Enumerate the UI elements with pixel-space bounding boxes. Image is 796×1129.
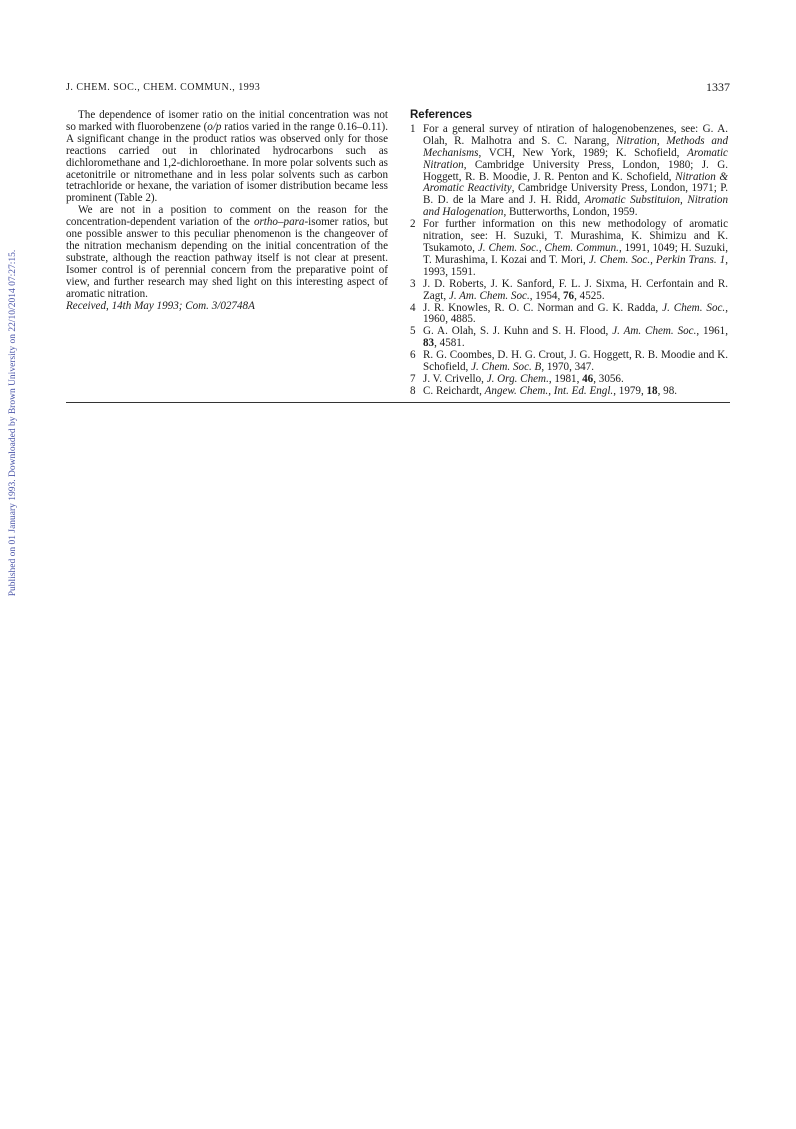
- text-run: , 1991, 1049; H. Suzuki, T. Murashima, I. Kozai and T. Mori,: [423, 241, 728, 266]
- reference-number: 7: [410, 372, 416, 385]
- references-column: [410, 110, 728, 398]
- text-run: The dependence of isomer ratio on the initial concentration was not so marked with fluorobenzene (: [66, 109, 388, 133]
- italic-run: Aromatic Substituion, Nitration and Halogenation: [423, 194, 729, 219]
- journal-name: J. CHEM. SOC., CHEM. COMMUN., 1993: [66, 82, 261, 93]
- text-run: , 4581.: [434, 337, 465, 350]
- end-rule: [66, 402, 730, 403]
- text-run: , Cambridge University Press, London, 1971; P. B. D. de la Mare and J. H. Ridd,: [423, 182, 728, 207]
- reference-number: 8: [410, 384, 416, 397]
- italic-run: o/p: [207, 120, 222, 133]
- text-run: -isomer ratios, but one possible answer to this peculiar phenomenon is the changeover of the nitration mechanism depending on the initial concentration of the substrate, although the reaction pathway itself is not clear at present. Isomer control is of perennial concern from the preparative point of view, and further research may shed light on this interesting aspect of aromatic nitration.: [66, 216, 388, 300]
- text-run: , 1970, 347.: [541, 361, 595, 374]
- italic-run: J. Chem. Soc., Chem. Commun.: [477, 241, 619, 254]
- reference-item: [410, 303, 728, 327]
- reference-number: 1: [410, 122, 416, 135]
- reference-item: [410, 326, 728, 350]
- text-run: , 1981,: [548, 372, 583, 385]
- volume-number: 18: [646, 384, 658, 397]
- reference-number: 2: [410, 218, 416, 231]
- text-run: For a general survey of ntiration of halogenobenzenes, see: G. A. Olah, R. Malhotra and S. C. Narang,: [423, 122, 728, 147]
- italic-run: Angew. Chem., Int. Ed. Engl.: [484, 384, 614, 397]
- reference-number: 3: [410, 277, 416, 290]
- volume-number: 76: [563, 289, 575, 302]
- text-run: J. V. Crivello,: [423, 372, 487, 385]
- italic-run: Nitration, Methods and Mechanisms: [423, 134, 728, 159]
- download-notice: [8, 155, 17, 691]
- italic-run: J. Am. Chem. Soc.: [612, 325, 697, 338]
- italic-run: J. Am. Chem. Soc.: [448, 289, 530, 302]
- volume-number: 83: [423, 337, 435, 350]
- reference-number: 6: [410, 349, 416, 362]
- text-run: , 1979,: [613, 384, 647, 397]
- text-run: , 1993, 1591.: [423, 253, 728, 278]
- text-run: G. A. Olah, S. J. Kuhn and S. H. Flood,: [423, 325, 613, 338]
- italic-run: J. Chem. Soc.: [662, 301, 726, 314]
- text-run: C. Reichardt,: [423, 384, 485, 397]
- download-notice-text: Published on 01 January 1993. Downloaded by Brown University on 22/10/2014 07:27:15.: [7, 249, 18, 597]
- text-run: , 4525.: [574, 289, 605, 302]
- volume-number: 46: [582, 372, 594, 385]
- text-run: We are not in a position to comment on the reason for the concentration-dependent variation of the: [66, 204, 388, 229]
- references-heading: References: [410, 109, 473, 121]
- text-run: , 1960, 4885.: [423, 301, 728, 326]
- text-run: R. G. Coombes, D. H. G. Crout, J. G. Hoggett, R. B. Moodie and K. Schofield,: [423, 349, 728, 374]
- running-header: [66, 82, 730, 96]
- text-run: For further information on this new methodology of aromatic nitration, see: H. Suzuki, T. Murashima, K. Shimizu and K. Tsukamoto,: [423, 218, 728, 254]
- reference-number: 5: [410, 325, 416, 338]
- reference-number: 4: [410, 301, 416, 314]
- paragraph-2: [66, 205, 388, 300]
- reference-item: [410, 386, 728, 398]
- text-run: , VCH, New York, 1989; K. Schofield,: [478, 146, 688, 159]
- text-run: , Butterworths, London, 1959.: [503, 206, 638, 219]
- italic-run: ortho–para: [253, 216, 305, 229]
- text-run: J. D. Roberts, J. K. Sanford, F. L. J. Sixma, H. Cerfontain and R. Zagt,: [423, 277, 728, 302]
- italic-run: Nitration & Aromatic Reactivity: [423, 170, 728, 195]
- paragraph-1: [66, 110, 388, 205]
- text-run: , 98.: [657, 384, 678, 397]
- text-run: , Cambridge University Press, London, 1980; J. G. Hoggett, R. B. Moodie, J. R. Penton and K. Schofield,: [423, 158, 728, 183]
- page-number: 1337: [706, 80, 730, 94]
- italic-run: J. Chem. Soc., Perkin Trans. 1: [588, 253, 726, 266]
- text-run: , 1954,: [529, 289, 563, 302]
- body-column: [66, 110, 388, 312]
- text-run: J. R. Knowles, R. O. C. Norman and G. K. Radda,: [423, 301, 663, 314]
- text-run: , 1961,: [696, 325, 728, 338]
- italic-run: Aromatic Nitration: [423, 146, 728, 171]
- reference-item: [410, 124, 728, 219]
- text-run: ratios varied in the range 0.16–0.11). A significant change in the product ratios was observed only for those reactions carried out in chlorinated hydrocarbons such as dichloromethane and 1,2-dichloroethane. In more polar solvents such as acetonitrile or nitromethane and in less polar solvents such as carbon tetrachloride or hexane, the variation of isomer distribution became less prominent (Table 2).: [66, 120, 388, 205]
- received-line: Received, 14th May 1993; Com. 3/02748A: [66, 299, 255, 312]
- reference-item: [410, 279, 728, 303]
- italic-run: J. Org. Chem.: [486, 372, 549, 385]
- reference-item: [410, 350, 728, 374]
- italic-run: J. Chem. Soc. B: [471, 361, 542, 374]
- reference-item: [410, 219, 728, 279]
- text-run: , 3056.: [593, 372, 624, 385]
